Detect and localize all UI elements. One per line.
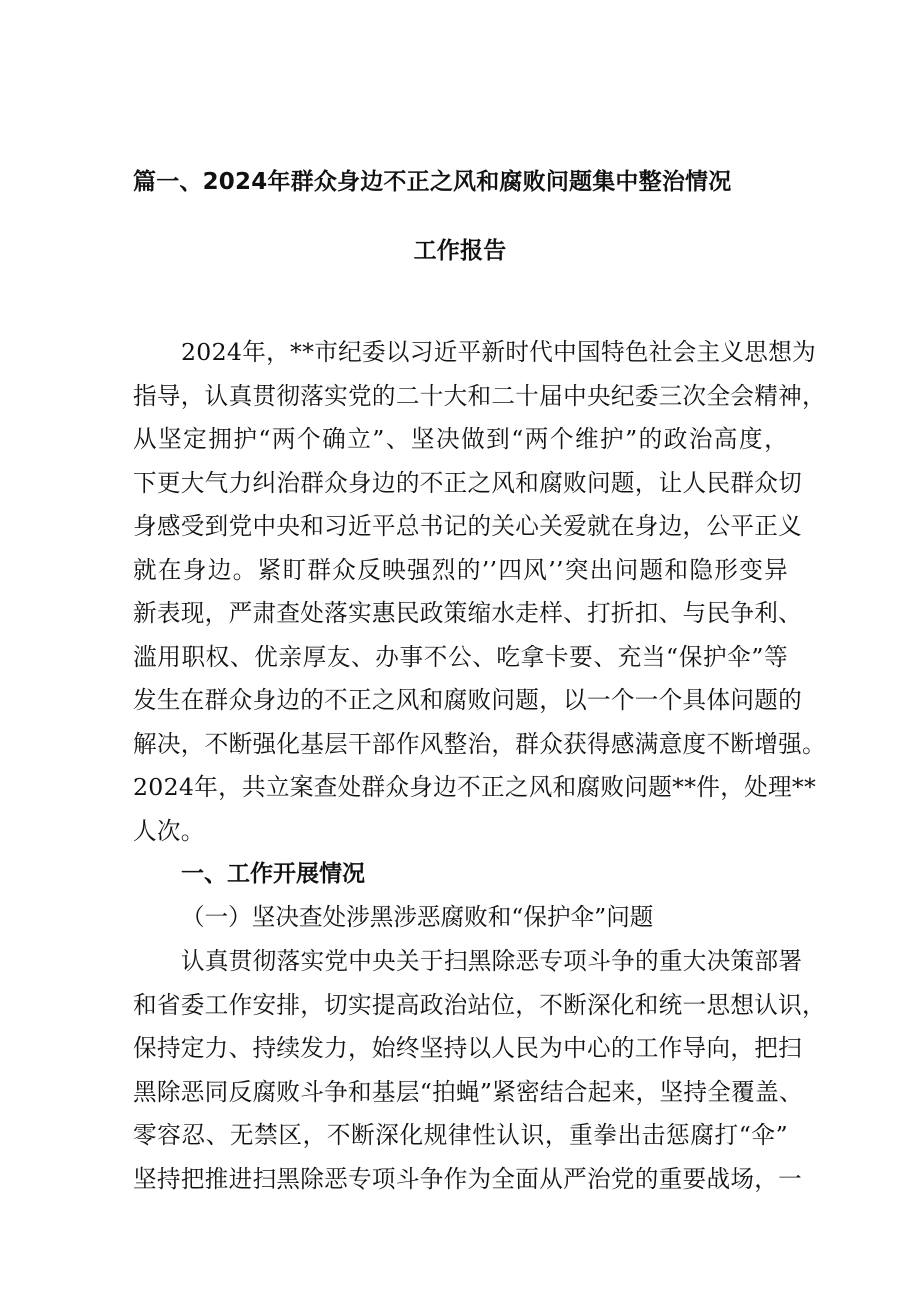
paragraph-2-line: 黑除恶同反腐败斗争和基层“拍蝇”紧密结合起来，坚持全覆盖、 (133, 1078, 803, 1106)
paragraph-2-line: 坚持把推进扫黑除恶专项斗争作为全面从严治党的重要战场，一 (133, 1165, 803, 1193)
paragraph-1-line: 2024年，共立案查处群众身边不正之风和腐败问题**件，处理** (133, 773, 817, 801)
subsection-heading: （一）坚决查处涉黑涉恶腐败和“保护伞”问题 (181, 903, 654, 931)
paragraph-2-line: 零容忍、无禁区，不断深化规律性认识，重拳出击惩腐打“伞” (133, 1121, 788, 1149)
paragraph-1-line: 发生在群众身边的不正之风和腐败问题，以一个一个具体问题的 (133, 686, 803, 714)
paragraph-1-line: 人次。 (133, 817, 205, 845)
paragraph-1-line: 身感受到党中央和习近平总书记的关心关爱就在身边，公平正义 (133, 512, 803, 540)
section-heading: 一、工作开展情况 (181, 861, 365, 887)
document-title-line-1: 篇一、2024年群众身边不正之风和腐败问题集中整治情况 (133, 169, 732, 195)
paragraph-1-line: 2024年，**市纪委以习近平新时代中国特色社会主义思想为 (181, 338, 816, 366)
paragraph-2-line: 和省委工作安排，切实提高政治站位，不断深化和统一思想认识， (133, 991, 826, 1019)
paragraph-1-line: 解决，不断强化基层干部作风整治，群众获得感满意度不断增强。 (133, 730, 826, 758)
paragraph-2-line: 保持定力、持续发力，始终坚持以人民为中心的工作导向，把扫 (133, 1034, 803, 1062)
paragraph-1-line: 滥用职权、优亲厚友、办事不公、吃拿卡要、充当“保护伞”等 (133, 643, 788, 671)
paragraph-1-line: 新表现，严肃查处落实惠民政策缩水走样、打折扣、与民争利、 (133, 599, 803, 627)
paragraph-2-line: 认真贯彻落实党中央关于扫黑除恶专项斗争的重大决策部署 (181, 947, 803, 975)
paragraph-1-line: 下更大气力纠治群众身边的不正之风和腐败问题，让人民群众切 (133, 469, 803, 497)
document-title-line-2: 工作报告 (413, 238, 507, 264)
paragraph-1-line: 指导，认真贯彻落实党的二十大和二十届中央纪委三次全会精神， (133, 382, 826, 410)
paragraph-1-line: 从坚定拥护“两个确立”、坚决做到“两个维护”的政治高度， (133, 425, 788, 453)
paragraph-1-line: 就在身边。紧盯群众反映强烈的’’四风’’突出问题和隐形变异 (133, 556, 788, 584)
